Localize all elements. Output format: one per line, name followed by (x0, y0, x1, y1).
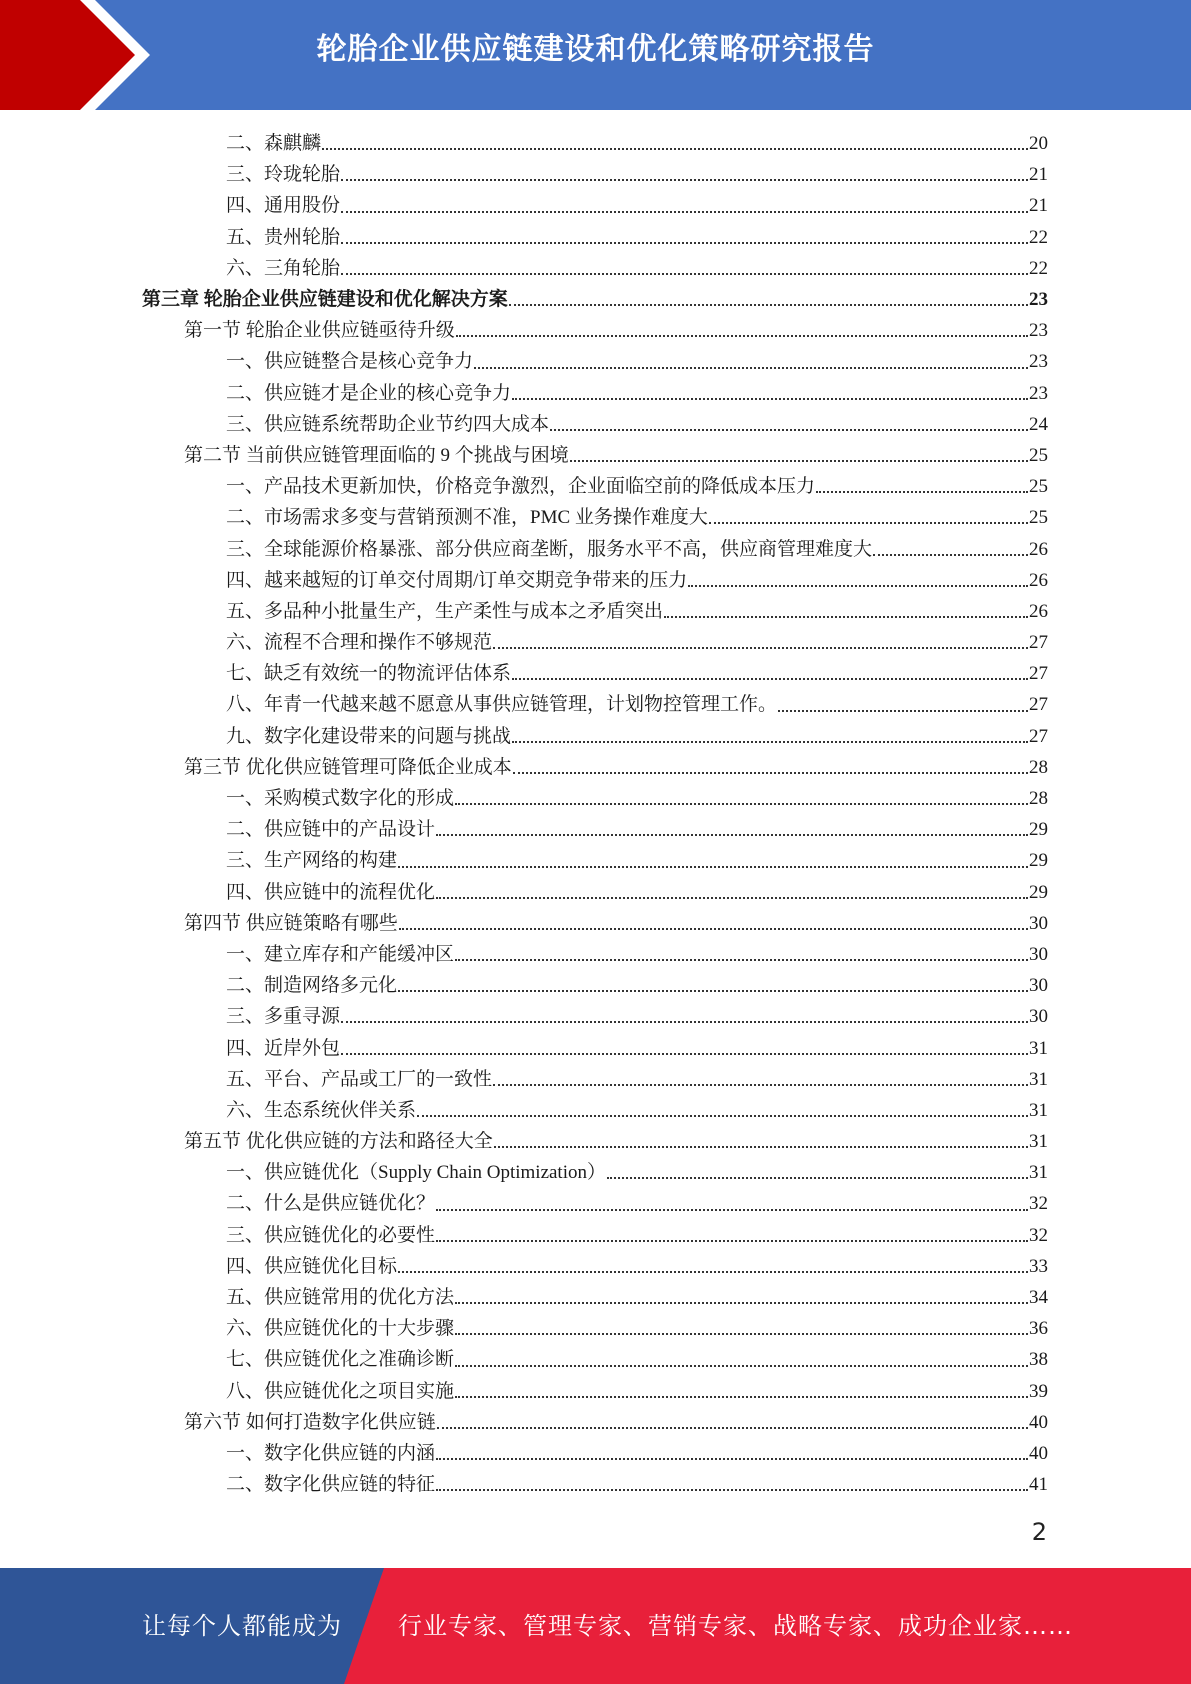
toc-entry-label: 八、供应链优化之项目实施 (226, 1380, 455, 1402)
toc-entry-item[interactable] (0, 346, 1191, 377)
toc-entry-label: 二、供应链才是企业的核心竞争力 (226, 382, 512, 404)
report-title: 轮胎企业供应链建设和优化策略研究报告 (316, 32, 875, 67)
toc-entry-page: 32 (1029, 1193, 1048, 1215)
toc-dot-leader (436, 1457, 1028, 1460)
toc-entry-label: 三、供应链优化的必要性 (226, 1224, 436, 1246)
toc-entry-item[interactable] (0, 658, 1191, 689)
toc-entry-label: 六、三角轮胎 (226, 257, 341, 279)
toc-dot-leader (509, 303, 1028, 306)
toc-entry-item[interactable] (0, 1064, 1191, 1095)
toc-entry-item[interactable] (0, 1313, 1191, 1344)
toc-entry-page: 26 (1029, 600, 1048, 622)
toc-entry-label: 第一节 轮胎企业供应链亟待升级 (184, 320, 455, 342)
toc-entry-section[interactable] (0, 1126, 1191, 1157)
toc-entry-page: 31 (1029, 1068, 1048, 1090)
toc-dot-leader (436, 896, 1028, 899)
toc-entry-page: 23 (1029, 351, 1048, 373)
toc-dot-leader (570, 459, 1028, 462)
toc-entry-item[interactable] (0, 378, 1191, 409)
toc-entry-label: 二、森麒麟 (226, 133, 322, 155)
toc-dot-leader (341, 1052, 1028, 1055)
footer-slogan-right: 行业专家、管理专家、营销专家、战略专家、成功企业家…… (398, 1612, 1073, 1640)
toc-entry-item[interactable] (0, 1344, 1191, 1375)
toc-dot-leader (436, 1239, 1028, 1242)
toc-dot-leader (873, 553, 1028, 556)
red-arrow-decoration (0, 0, 160, 110)
toc-dot-leader (341, 241, 1028, 244)
toc-entry-page: 27 (1029, 663, 1048, 685)
toc-entry-page: 36 (1029, 1318, 1048, 1340)
toc-entry-item[interactable] (0, 409, 1191, 440)
toc-entry-page: 21 (1029, 195, 1048, 217)
toc-entry-item[interactable] (0, 190, 1191, 221)
toc-entry-item[interactable] (0, 721, 1191, 752)
toc-dot-leader (512, 740, 1028, 743)
footer-banner (0, 1568, 1191, 1684)
toc-entry-item[interactable] (0, 533, 1191, 564)
toc-entry-label: 六、流程不合理和操作不够规范 (226, 632, 493, 654)
toc-entry-page: 27 (1029, 725, 1048, 747)
toc-dot-leader (494, 1145, 1028, 1148)
toc-entry-label: 九、数字化建设带来的问题与挑战 (226, 725, 512, 747)
toc-entry-item[interactable] (0, 814, 1191, 845)
toc-dot-leader (398, 1270, 1028, 1273)
toc-entry-page: 25 (1029, 476, 1048, 498)
toc-entry-page: 22 (1029, 257, 1048, 279)
toc-entry-item[interactable] (0, 627, 1191, 658)
toc-entry-label: 五、多品种小批量生产，生产柔性与成本之矛盾突出 (226, 600, 664, 622)
toc-entry-label: 五、平台、产品或工厂的一致性 (226, 1068, 493, 1090)
toc-entry-page: 23 (1029, 382, 1048, 404)
toc-entry-page: 38 (1029, 1349, 1048, 1371)
toc-entry-label: 五、贵州轮胎 (226, 226, 341, 248)
toc-dot-leader (455, 1301, 1028, 1304)
toc-entry-label: 五、供应链常用的优化方法 (226, 1287, 455, 1309)
toc-dot-leader (436, 833, 1028, 836)
toc-entry-item[interactable] (0, 596, 1191, 627)
toc-entry-section[interactable] (0, 440, 1191, 471)
page-number: 2 (1031, 1518, 1047, 1546)
toc-entry-item[interactable] (0, 877, 1191, 908)
toc-dot-leader (512, 677, 1028, 680)
toc-entry-label: 一、供应链优化（Supply Chain Optimization） (226, 1162, 606, 1184)
toc-entry-page: 31 (1029, 1131, 1048, 1153)
toc-dot-leader (436, 1488, 1028, 1491)
toc-dot-leader (455, 1364, 1028, 1367)
toc-entry-label: 第二节 当前供应链管理面临的 9 个挑战与困境 (184, 444, 569, 466)
toc-entry-label: 四、供应链中的流程优化 (226, 881, 436, 903)
toc-entry-label: 第六节 如何打造数字化供应链 (184, 1411, 436, 1433)
toc-entry-page: 40 (1029, 1442, 1048, 1464)
toc-entry-item[interactable] (0, 939, 1191, 970)
toc-dot-leader (455, 1395, 1028, 1398)
toc-dot-leader (398, 865, 1028, 868)
toc-entry-item[interactable] (0, 845, 1191, 876)
toc-dot-leader (688, 584, 1028, 587)
toc-entry-label: 一、建立库存和产能缓冲区 (226, 943, 455, 965)
toc-entry-page: 25 (1029, 507, 1048, 529)
toc-entry-label: 三、玲珑轮胎 (226, 164, 341, 186)
toc-entry-label: 一、数字化供应链的内涵 (226, 1442, 436, 1464)
toc-dot-leader (341, 210, 1028, 213)
toc-entry-label: 二、数字化供应链的特征 (226, 1474, 436, 1496)
toc-dot-leader (417, 1114, 1028, 1117)
toc-entry-label: 第三章 轮胎企业供应链建设和优化解决方案 (142, 289, 508, 311)
toc-entry-page: 32 (1029, 1224, 1048, 1246)
toc-entry-item[interactable] (0, 565, 1191, 596)
toc-entry-label: 二、什么是供应链优化？ (226, 1193, 436, 1215)
toc-entry-item[interactable] (0, 970, 1191, 1001)
toc-entry-label: 三、供应链系统帮助企业节约四大成本 (226, 413, 550, 435)
toc-dot-leader (607, 1176, 1028, 1179)
toc-entry-label: 三、多重寻源 (226, 1006, 341, 1028)
toc-entry-section[interactable] (0, 752, 1191, 783)
toc-dot-leader (709, 521, 1028, 524)
toc-entry-label: 一、供应链整合是核心竞争力 (226, 351, 474, 373)
toc-entry-page: 22 (1029, 226, 1048, 248)
toc-entry-page: 23 (1029, 320, 1048, 342)
toc-dot-leader (399, 927, 1028, 930)
toc-dot-leader (550, 428, 1028, 431)
toc-entry-page: 30 (1029, 1006, 1048, 1028)
toc-entry-page: 31 (1029, 1162, 1048, 1184)
toc-entry-label: 四、越来越短的订单交付周期/订单交期竞争带来的压力 (226, 569, 688, 591)
toc-entry-page: 29 (1029, 850, 1048, 872)
toc-entry-item[interactable] (0, 1095, 1191, 1126)
toc-entry-label: 二、制造网络多元化 (226, 975, 398, 997)
toc-dot-leader (474, 366, 1028, 369)
toc-dot-leader (455, 1332, 1028, 1335)
toc-entry-item[interactable] (0, 689, 1191, 720)
toc-entry-label: 七、供应链优化之准确诊断 (226, 1349, 455, 1371)
toc-entry-label: 三、生产网络的构建 (226, 850, 398, 872)
toc-entry-section[interactable] (0, 315, 1191, 346)
toc-entry-item[interactable] (0, 253, 1191, 284)
toc-entry-chapter[interactable] (0, 284, 1191, 315)
toc-entry-label: 三、全球能源价格暴涨、部分供应商垄断，服务水平不高，供应商管理难度大 (226, 538, 873, 560)
toc-entry-label: 六、供应链优化的十大步骤 (226, 1318, 455, 1340)
toc-entry-item[interactable] (0, 502, 1191, 533)
toc-entry-page: 30 (1029, 943, 1048, 965)
toc-entry-item[interactable] (0, 1220, 1191, 1251)
toc-entry-label: 一、产品技术更新加快，价格竞争激烈，企业面临空前的降低成本压力 (226, 476, 816, 498)
toc-entry-item[interactable] (0, 1188, 1191, 1219)
toc-entry-item[interactable] (0, 1001, 1191, 1032)
toc-dot-leader (455, 802, 1028, 805)
toc-entry-item[interactable] (0, 1438, 1191, 1469)
toc-entry-label: 八、年青一代越来越不愿意从事供应链管理，计划物控管理工作。 (226, 694, 778, 716)
toc-entry-page: 29 (1029, 881, 1048, 903)
toc-dot-leader (816, 490, 1028, 493)
toc-entry-page: 31 (1029, 1099, 1048, 1121)
toc-dot-leader (341, 1020, 1028, 1023)
toc-dot-leader (437, 1426, 1028, 1429)
toc-dot-leader (341, 272, 1028, 275)
toc-entry-item[interactable] (0, 1282, 1191, 1313)
toc-entry-item[interactable] (0, 1251, 1191, 1282)
toc-dot-leader (398, 989, 1028, 992)
toc-entry-page: 25 (1029, 444, 1048, 466)
toc-dot-leader (512, 397, 1028, 400)
toc-entry-page: 23 (1029, 289, 1048, 311)
toc-dot-leader (493, 646, 1028, 649)
footer-slogan-left: 让每个人都能成为 (142, 1612, 342, 1640)
toc-dot-leader (341, 178, 1028, 181)
table-of-contents (0, 128, 1191, 1500)
toc-entry-label: 二、供应链中的产品设计 (226, 819, 436, 841)
toc-entry-label: 第五节 优化供应链的方法和路径大全 (184, 1131, 493, 1153)
toc-entry-page: 27 (1029, 694, 1048, 716)
toc-entry-item[interactable] (0, 1157, 1191, 1188)
toc-entry-page: 21 (1029, 164, 1048, 186)
toc-dot-leader (456, 334, 1028, 337)
toc-entry-page: 20 (1029, 133, 1048, 155)
toc-dot-leader (664, 615, 1028, 618)
toc-entry-page: 41 (1029, 1474, 1048, 1496)
toc-entry-page: 29 (1029, 819, 1048, 841)
toc-entry-page: 26 (1029, 569, 1048, 591)
toc-dot-leader (493, 1083, 1028, 1086)
toc-entry-label: 一、采购模式数字化的形成 (226, 788, 455, 810)
toc-entry-page: 28 (1029, 788, 1048, 810)
toc-entry-item[interactable] (0, 159, 1191, 190)
toc-entry-item[interactable] (0, 1032, 1191, 1063)
toc-entry-item[interactable] (0, 128, 1191, 159)
toc-dot-leader (513, 771, 1028, 774)
toc-dot-leader (436, 1208, 1028, 1211)
toc-entry-page: 26 (1029, 538, 1048, 560)
toc-entry-page: 33 (1029, 1255, 1048, 1277)
toc-entry-page: 34 (1029, 1287, 1048, 1309)
toc-entry-label: 七、缺乏有效统一的物流评估体系 (226, 663, 512, 685)
toc-dot-leader (778, 709, 1028, 712)
toc-entry-page: 30 (1029, 975, 1048, 997)
toc-entry-item[interactable] (0, 1469, 1191, 1500)
toc-entry-page: 31 (1029, 1037, 1048, 1059)
header-banner (0, 0, 1191, 110)
toc-dot-leader (322, 147, 1028, 150)
toc-entry-item[interactable] (0, 471, 1191, 502)
toc-entry-label: 四、近岸外包 (226, 1037, 341, 1059)
toc-entry-item[interactable] (0, 222, 1191, 253)
toc-entry-page: 30 (1029, 912, 1048, 934)
toc-entry-page: 24 (1029, 413, 1048, 435)
toc-entry-section[interactable] (0, 1407, 1191, 1438)
toc-entry-item[interactable] (0, 1376, 1191, 1407)
toc-entry-label: 四、通用股份 (226, 195, 341, 217)
toc-entry-page: 27 (1029, 632, 1048, 654)
toc-entry-label: 六、生态系统伙伴关系 (226, 1099, 417, 1121)
toc-entry-label: 第三节 优化供应链管理可降低企业成本 (184, 756, 512, 778)
toc-entry-page: 40 (1029, 1411, 1048, 1433)
toc-dot-leader (455, 958, 1028, 961)
toc-entry-item[interactable] (0, 783, 1191, 814)
toc-entry-page: 39 (1029, 1380, 1048, 1402)
toc-entry-label: 四、供应链优化目标 (226, 1255, 398, 1277)
toc-entry-label: 第四节 供应链策略有哪些 (184, 912, 398, 934)
toc-entry-section[interactable] (0, 908, 1191, 939)
toc-entry-page: 28 (1029, 756, 1048, 778)
toc-entry-label: 二、市场需求多变与营销预测不准，PMC 业务操作难度大 (226, 507, 708, 529)
